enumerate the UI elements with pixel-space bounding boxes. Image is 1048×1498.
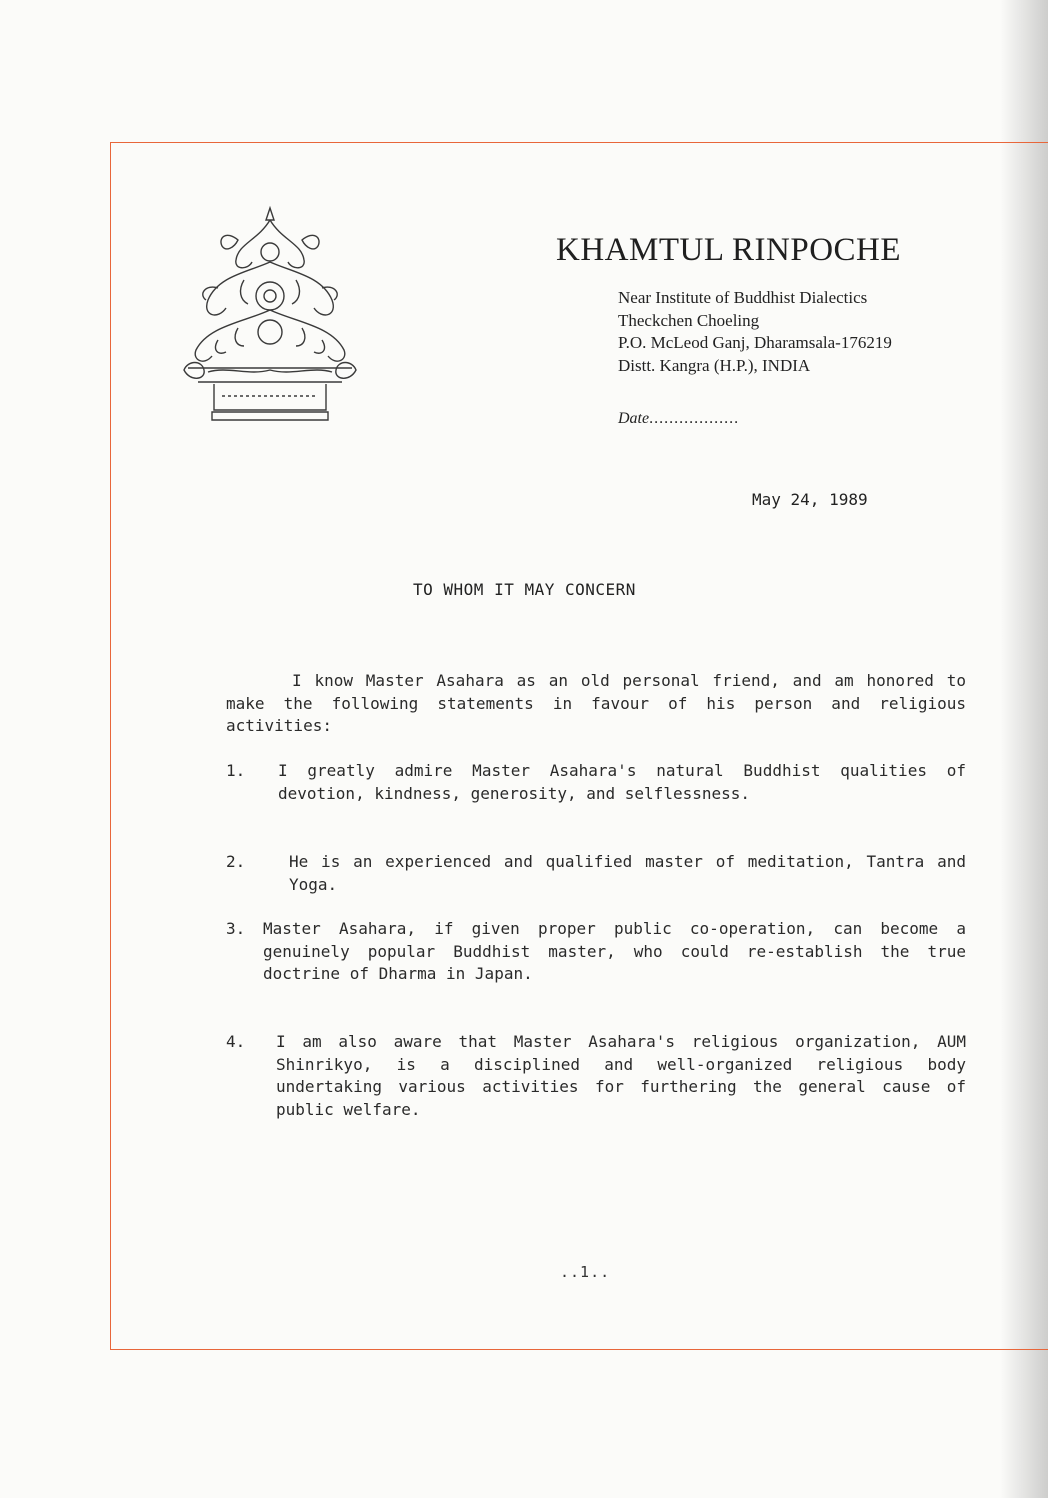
- page-marker: ..1..: [560, 1263, 611, 1281]
- address-line: Theckchen Choeling: [618, 310, 760, 330]
- date-blank: ..................: [649, 410, 740, 427]
- tree-emblem-icon: [178, 200, 363, 428]
- item-text: Master Asahara, if given proper public co-operation, can become a genuinely popular Buddhist master, who could re-establish the true doctrine of Dharma in Japan.: [263, 919, 966, 984]
- address-line: Near Institute of Buddhist Dialectics: [618, 288, 868, 307]
- address-line: P.O. McLeod Ganj, Dharamsala-176219: [618, 333, 892, 352]
- letterhead-name: KHAMTUL RINPOCHE: [556, 232, 902, 268]
- item-text: I am also aware that Master Asahara's religious organization, AUM Shinrikyo, is a disciplined and well-organized religious body undertaking various activities for furthering the general cause of public welfare.: [276, 1032, 966, 1120]
- item-number: 4.: [226, 1032, 246, 1051]
- date-field: [618, 410, 739, 428]
- item-number: 1.: [226, 761, 246, 780]
- date-label: Date: [618, 410, 650, 427]
- item-text: He is an experienced and qualified master of meditation, Tantra and Yoga.: [289, 852, 966, 894]
- item-number: 3.: [226, 919, 246, 938]
- letterhead-address: [618, 287, 892, 377]
- letter-heading: TO WHOM IT MAY CONCERN: [413, 580, 636, 599]
- address-line: Distt. Kangra (H.P.), INDIA: [618, 355, 811, 375]
- intro-paragraph: I know Master Asahara as an old personal friend, and am honored to make the following statements in favour of his person and religious activities:: [226, 671, 966, 736]
- letter-date: May 24, 1989: [752, 490, 868, 509]
- item-text: I greatly admire Master Asahara's natural Buddhist qualities of devotion, kindness, generosity, and selflessness.: [278, 761, 966, 803]
- item-number: 2.: [226, 852, 246, 871]
- list-item: [226, 918, 966, 984]
